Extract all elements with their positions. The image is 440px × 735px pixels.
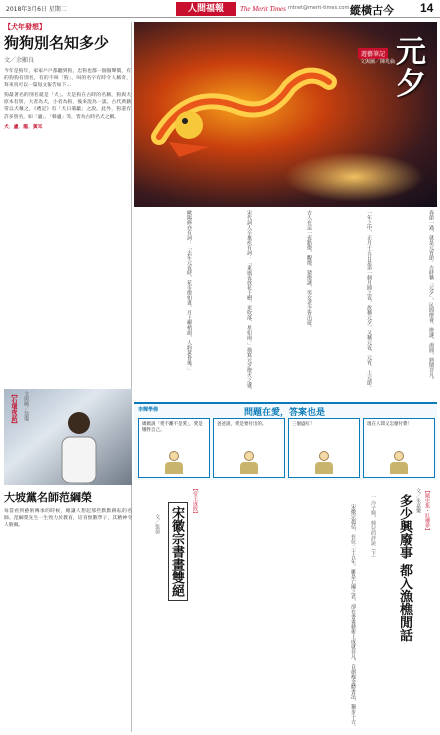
comic-strip xyxy=(134,402,437,480)
article-body: 每當看到藝術傳承的時候，總讓人想起那些默默耕耘的名師。范綱榮先生一生致力於教育，培育無數學子，其精神令人敬佩。 xyxy=(4,509,132,529)
comic-panel xyxy=(288,418,360,478)
page-number: 14 xyxy=(420,1,434,15)
main-article-columns xyxy=(134,210,437,400)
lower-articles xyxy=(134,484,437,733)
article-byline: 文／張倩 xyxy=(154,514,160,534)
text-column: 春節一過，就是元宵節。古時稱「元夕」，民間燈會、燈謎、湯圓，熱鬧非凡。 xyxy=(428,210,434,383)
speech-bubble: 爸爸說，愛是要付出的。 xyxy=(217,422,267,427)
issue-date: 2018年3月6日 星期二 xyxy=(6,6,67,13)
monk-figure-icon xyxy=(163,451,185,475)
speech-bubble: 媽媽說「愛不離不是愛」，愛是犧牲自己。 xyxy=(142,422,203,433)
monk-figure-icon xyxy=(238,451,260,475)
comic-panel xyxy=(363,418,435,478)
speech-bubble: 現在人間又怎麼付費！ xyxy=(367,422,412,427)
article-intro: 今年是狗年，家家戶戶都聽到狗，忠狗也都一個個聲價，有的狗狗有別名，有的不叫「狗」，叫的名字有時令人稱奇，寫來真可以一篇短文報告如下… xyxy=(4,69,131,89)
hero-dragon-lantern-photo xyxy=(134,22,437,207)
article-subtitle: 一 冷子興，興兒的評說（下） xyxy=(370,494,376,561)
article-byline: 文／余顯良 xyxy=(4,57,35,64)
text-column: 歐陽修亦有詞：「去年元夜時，花市燈如晝。月上柳梢頭，人約黃昏後。」 xyxy=(186,210,192,373)
comic-panel xyxy=(213,418,285,478)
comic-author: 李輝學佛 xyxy=(138,407,159,413)
column-badge: 遊藝筆記 xyxy=(358,48,388,59)
monk-figure-icon xyxy=(388,451,410,475)
newspaper-logo[interactable]: 人間福報 xyxy=(176,2,236,16)
article-title: 狗狗別名知多少 xyxy=(4,34,110,52)
portrait-photo xyxy=(4,389,132,485)
text-column: 一年之中，正月十五日是第一個月圓之夜，故稱元夕，又稱元夜、元宵、上元節。 xyxy=(366,210,372,390)
article-teacher xyxy=(4,489,132,733)
section-tag: 【犬年發想】 xyxy=(4,23,46,31)
highlight-word: 黃耳 xyxy=(32,124,43,130)
highlight-word: 犬 xyxy=(4,124,9,130)
article-title: 大坡黨名師范綱榮 xyxy=(4,491,92,504)
text-column: 宋代詞人辛棄疾有詞：「東風夜放花千樹，更吹落、星如雨。」描寫元夕燈火之盛。 xyxy=(246,210,252,393)
contact-email[interactable]: mtnet@merit-times.com.tw xyxy=(288,5,358,11)
section-tag: 【帝王成敗】 xyxy=(192,486,198,516)
article-body: 狗最著名的別名就是「犬」。犬是狗在古時的名稱，狗與犬原本有別，大者為犬，小者為狗，後來混為一談。古代典籍常以犬稱之，《禮記》有「犬曰羹獻」之說。此外，狗還有許多別名，如「盧」、「韓盧」等，皆為古時名犬之稱。 xyxy=(4,93,131,120)
hero-title: 元夕 xyxy=(396,35,426,102)
article-highlights: 犬、盧、龍、黃耳 xyxy=(4,124,43,130)
text-column: 古人在這一夜點燈，觀燈、猜燈謎，男女老少皆出遊。 xyxy=(306,210,312,330)
photo-byline: 文與圖／翁瓊 xyxy=(23,391,29,421)
masthead xyxy=(0,0,440,18)
section-tag: 【石壇夜話】 xyxy=(10,391,17,427)
article-byline: 文／朱嘉樂 xyxy=(415,488,421,513)
section-name: 縱橫古今 xyxy=(350,4,394,17)
comic-title: 問題在愛，答案也是 xyxy=(244,408,326,418)
hero-author: 文與圖／陳兆倫 xyxy=(360,59,396,65)
comic-panel xyxy=(138,418,210,478)
highlight-word: 盧 xyxy=(13,124,19,130)
person-silhouette-icon xyxy=(52,407,106,483)
monk-figure-icon xyxy=(313,451,335,475)
article-title: 宋徽宗書畫雙絕 xyxy=(168,502,188,601)
newspaper-logo-en: The Merit Times xyxy=(240,5,286,13)
highlight-word: 龍 xyxy=(23,124,29,130)
speech-bubble: 三個盛紅！ xyxy=(292,422,315,427)
section-tag: 【隨史集・紅樓夢】 xyxy=(424,488,430,533)
article-title: 多少興廢事 都入漁樵閒話 xyxy=(397,494,412,642)
dragon-lantern-icon xyxy=(149,47,349,197)
text-column: 宋徽宗趙佶，在位二十五年，雖是亡國之君，卻在書畫藝術上成就非凡，自創瘦金體書法，獨步千古。 xyxy=(350,504,356,729)
